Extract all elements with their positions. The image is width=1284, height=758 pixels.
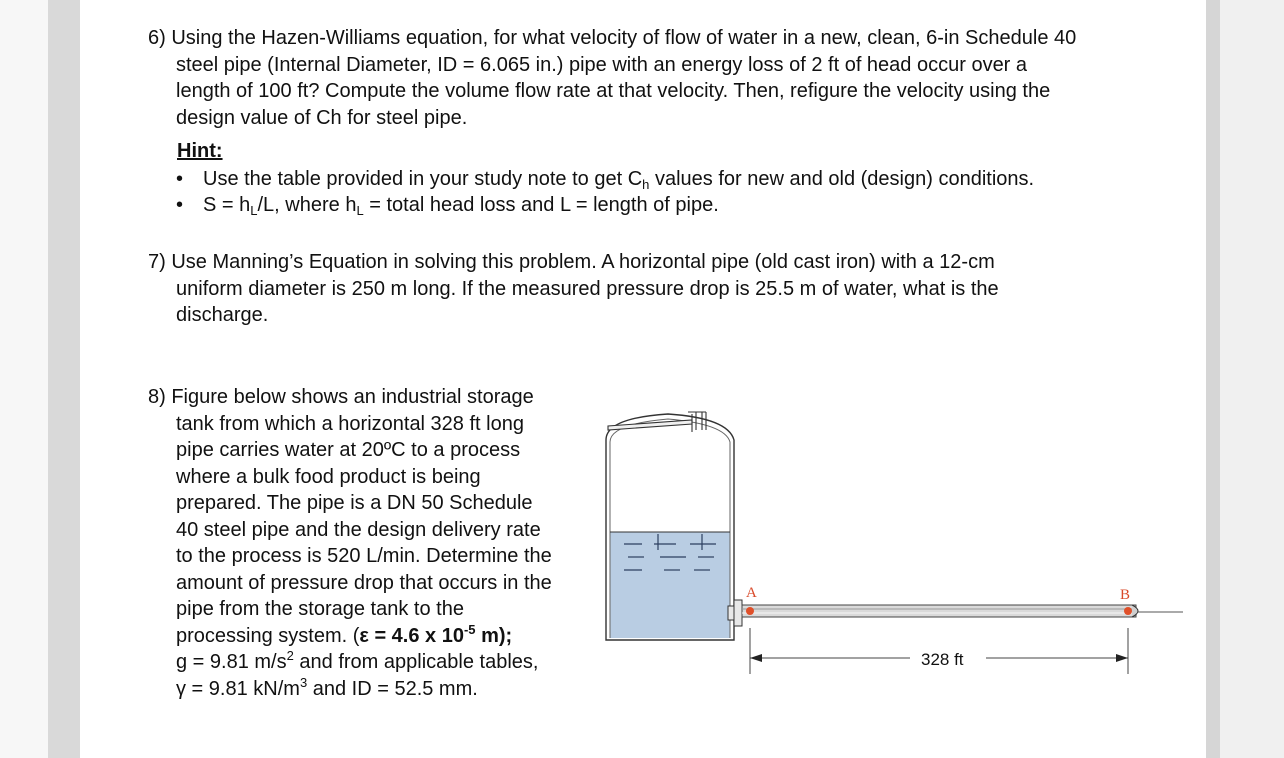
- hint-title: Hint:: [177, 140, 223, 162]
- right-gutter: [1220, 0, 1284, 758]
- point-b-label: B: [1120, 587, 1131, 603]
- left-gutter: [0, 0, 48, 758]
- question-8-line: to the process is 520 L/min. Determine the: [176, 545, 552, 567]
- point-b-marker: [1124, 607, 1132, 615]
- question-8: [148, 384, 552, 702]
- question-8-line: 8) Figure below shows an industrial storage: [148, 386, 534, 408]
- page-right-edge: [1206, 0, 1220, 758]
- point-a-marker: [746, 607, 754, 615]
- question-6-line: 6) Using the Hazen-Williams equation, for what velocity of flow of water in a new, clean, 6-in Schedule 40: [148, 27, 1077, 49]
- pipe: [742, 605, 1183, 617]
- question-6-line: length of 100 ft? Compute the volume flow rate at that velocity. Then, refigure the velocity using the: [176, 80, 1051, 102]
- question-8-line: amount of pressure drop that occurs in the: [176, 571, 552, 594]
- hint-list: [176, 166, 1034, 218]
- point-a-label: A: [746, 585, 757, 601]
- question-8-line: pipe carries water at 20ºC to a process: [176, 439, 521, 461]
- question-8-gamma-line: γ = 9.81 $kN/m^3$ and ID = 52.5 mm.: [176, 674, 478, 700]
- question-8-line: tank from which a horizontal 328 ft long: [176, 412, 524, 435]
- question-8-line: pipe from the storage tank to the: [176, 598, 464, 620]
- question-7-line: discharge.: [176, 304, 269, 326]
- dimension-arrow-right: [1116, 654, 1128, 662]
- question-8-epsilon-line: processing system. (ε = 4.6 x $10^{-5}$ m);: [176, 621, 513, 647]
- page-left-edge: [48, 0, 80, 758]
- question-6: [148, 25, 1076, 131]
- dimension-arrow-left: [750, 654, 762, 662]
- hint-bullet-2: • $S = h_L/L$, where $h_L$ = total head loss and L = length of pipe.: [176, 192, 1034, 218]
- question-7: [148, 249, 999, 329]
- question-8-line: where a bulk food product is being: [176, 465, 481, 488]
- question-8-line: 40 steel pipe and the design delivery rate: [176, 518, 541, 541]
- hint-bullet-1: • Use the table provided in your study note to get $C_h$ values for new and old (design) conditions.: [176, 166, 1034, 192]
- tank-pipe-diagram: [598, 400, 1188, 685]
- question-8-gravity-line: g = 9.81 $m/s^2$ and from applicable tables,: [176, 648, 539, 673]
- question-6-line: design value of Ch for steel pipe.: [176, 106, 468, 129]
- tank-pipe-figure: [598, 400, 1188, 690]
- pipe-end-cap: [1132, 605, 1138, 617]
- question-7-line: 7) Use Manning’s Equation in solving this problem. A horizontal pipe (old cast iron) with a 12-cm: [148, 251, 995, 273]
- question-8-line: prepared. The pipe is a DN 50 Schedule: [176, 492, 533, 514]
- question-7-line: uniform diameter is 250 m long. If the measured pressure drop is 25.5 m of water, what is the: [176, 277, 999, 300]
- tank-water: [610, 532, 730, 638]
- question-6-line: steel pipe (Internal Diameter, ID = 6.065 in.) pipe with an energy loss of 2 ft of head occur over a: [176, 53, 1028, 76]
- pipe-length-label: 328 ft: [921, 650, 964, 669]
